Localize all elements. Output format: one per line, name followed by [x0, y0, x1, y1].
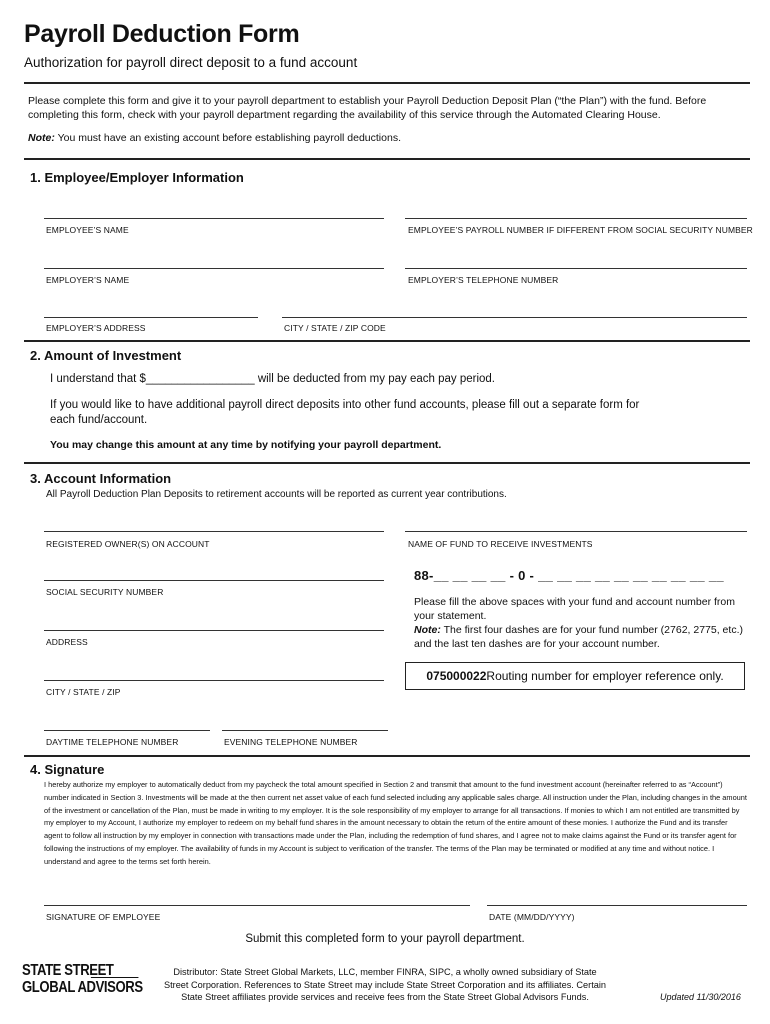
change-amount-text: You may change this amount at any time by notifying your payroll department.: [50, 439, 442, 451]
intro-note-label: Note:: [28, 132, 55, 144]
fund-name-field[interactable]: [405, 531, 747, 532]
signature-label: SIGNATURE OF EMPLOYEE: [46, 912, 161, 922]
fill-instructions: Please fill the above spaces with your fund and account number from your statement.: [414, 596, 736, 622]
header-divider: [24, 82, 750, 84]
account-number-input[interactable]: 88-__ __ __ __ - 0 - __ __ __ __ __ __ __ __ __ __: [414, 568, 724, 583]
city-state-zip-label: CITY / STATE / ZIP: [46, 687, 121, 697]
daytime-phone-field[interactable]: [44, 730, 210, 731]
section2-heading: 2. Amount of Investment: [30, 348, 182, 363]
submit-instruction: Submit this completed form to your payroll department.: [245, 933, 525, 945]
additional-deposits-text: If you would like to have additional payroll direct deposits into other fund accounts, please fill out a separate form for each fund/account.: [50, 399, 640, 426]
state-street-logo: [22, 962, 143, 996]
evening-phone-label: EVENING TELEPHONE NUMBER: [224, 737, 358, 747]
intro-text: Please complete this form and give it to your payroll department to establish your Payroll Deduction Deposit Plan (“the Plan”) with the fund. Before completing this form, check with your payroll department regarding the availability of this service through the Automated Clearing House.: [28, 95, 707, 121]
address-field[interactable]: [44, 630, 384, 631]
routing-text: Routing number for employer reference only.: [486, 669, 724, 683]
registered-owner-field[interactable]: [44, 531, 384, 532]
employer-name-field[interactable]: [44, 268, 384, 269]
registered-owner-label: REGISTERED OWNER(S) ON ACCOUNT: [46, 539, 210, 549]
account-note: [414, 623, 744, 651]
ssn-field[interactable]: [44, 580, 384, 581]
employee-payroll-field[interactable]: [405, 218, 747, 219]
amount-line: I understand that $_________________ will be deducted from my pay each pay period.: [50, 373, 495, 385]
section1-heading: 1. Employee/Employer Information: [30, 170, 244, 185]
employee-payroll-label: EMPLOYEE’S PAYROLL NUMBER IF DIFFERENT FROM SOCIAL SECURITY NUMBER: [408, 225, 753, 235]
account-note-label: Note:: [414, 624, 441, 636]
section4-divider: [24, 755, 750, 757]
address-label: ADDRESS: [46, 637, 88, 647]
page-title: Payroll Deduction Form: [24, 20, 300, 48]
distributor-text: Distributor: State Street Global Markets, LLC, member FINRA, SIPC, a wholly owned subsidiary of State Street Corporation. References to State Street may include State Street Corporation and its affiliates. Certain State Street affiliates provide services and receive fees from the State Street Global Advisors Funds.: [163, 967, 607, 1002]
employee-name-label: EMPLOYEE’S NAME: [46, 225, 129, 235]
date-label: DATE (MM/DD/YYYY): [489, 912, 575, 922]
section1-divider: [24, 158, 750, 160]
evening-phone-field[interactable]: [222, 730, 388, 731]
fund-name-label: NAME OF FUND TO RECEIVE INVESTMENTS: [408, 539, 593, 549]
employer-phone-field[interactable]: [405, 268, 747, 269]
authorization-text: I hereby authorize my employer to automatically deduct from my paycheck the total amount specified in Section 2 and transmit that amount to the fund investment account (hereinafter referred to as “Account”) number indicated in Section 3. Investments will be made at the then current net asset value of each fund selected including any applicable sales charge. All instruction under the Plan, including changes in the amount of the investment or cancellation of the Plan, must be made in writing to my employer. It is the sole responsibility of my employer to arrange for all transactions. If monies to which I am not entitled are transmitted by my employer to my Account, I authorize my employer to redeem on my behalf fund shares in the amount necessary to obtain the return of the entire amount of these monies. I authorize the Fund and its transfer agent to follow all instruction by my employer in connection with transactions made under the Plan, including the redemption of fund shares, and I agree not to make claims against the Fund or its transfer agent for following the instructions of my employer. The availability of funds in my Account is subject to verification of the transfer. The terms of the Plan may be terminated or modified at any time and without notice. I understand and agree to the terms set forth herein.: [44, 780, 747, 866]
employer-phone-label: EMPLOYER’S TELEPHONE NUMBER: [408, 275, 559, 285]
employer-address-label: EMPLOYER’S ADDRESS: [46, 323, 146, 333]
employer-city-field[interactable]: [282, 317, 747, 318]
logo-line1: STATE STREET: [22, 962, 114, 979]
intro-note-text: You must have an existing account before establishing payroll deductions.: [54, 132, 401, 144]
page-subtitle: Authorization for payroll direct deposit to a fund account: [24, 55, 358, 70]
updated-date: Updated 11/30/2016: [660, 992, 741, 1002]
section3-heading: 3. Account Information: [30, 471, 172, 486]
account-note-text: The first four dashes are for your fund number (2762, 2775, etc.) and the last ten dashes are for your account number.: [414, 624, 743, 650]
section2-divider: [24, 340, 750, 342]
routing-number-box: [405, 662, 745, 690]
employer-address-field[interactable]: [44, 317, 258, 318]
city-state-zip-field[interactable]: [44, 680, 384, 681]
employee-name-field[interactable]: [44, 218, 384, 219]
section3-divider: [24, 462, 750, 464]
ssn-label: SOCIAL SECURITY NUMBER: [46, 587, 164, 597]
daytime-phone-label: DAYTIME TELEPHONE NUMBER: [46, 737, 179, 747]
routing-number: 075000022: [426, 669, 487, 683]
logo-line2: GLOBAL ADVISORS: [22, 979, 143, 996]
intro-note: [28, 132, 401, 144]
date-field[interactable]: [487, 905, 747, 906]
section3-intro: All Payroll Deduction Plan Deposits to retirement accounts will be reported as current year contributions.: [46, 489, 507, 500]
employer-name-label: EMPLOYER’S NAME: [46, 275, 130, 285]
signature-field[interactable]: [44, 905, 470, 906]
logo-rule: [91, 977, 139, 978]
employer-city-label: CITY / STATE / ZIP CODE: [284, 323, 386, 333]
section4-heading: 4. Signature: [30, 762, 105, 777]
